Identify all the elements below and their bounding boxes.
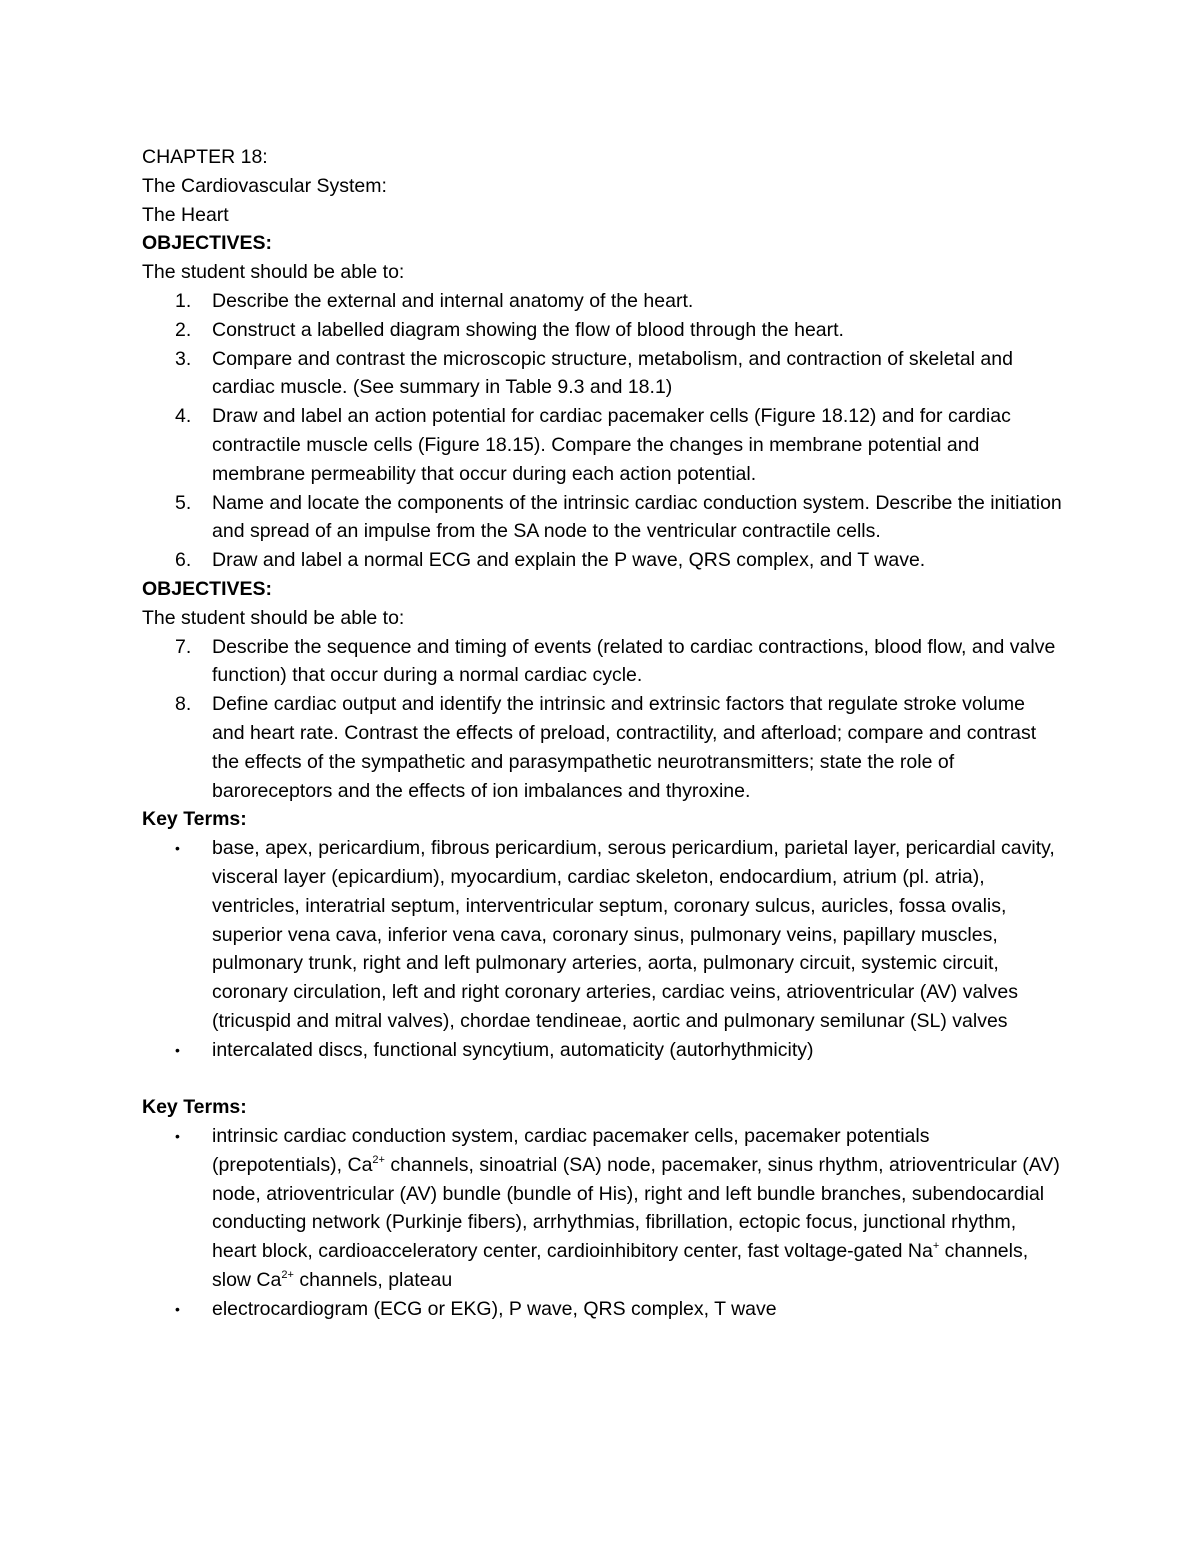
- bullet-icon: •: [175, 1041, 180, 1058]
- objectives-list-2: [142, 633, 1062, 806]
- objectives-intro-1: The student should be able to:: [142, 261, 405, 284]
- key-terms-text-d: channels, plateau: [293, 1269, 453, 1292]
- objective-item: [142, 287, 1062, 316]
- objective-item: [142, 546, 1062, 575]
- key-terms-text-b: channels, sinoatrial (SA) node, pacemaker, sinus rhythm, atrioventricular (AV) node, atrioventricular (AV) bundle (bundle of His), right and left bundle branches, subendocardial conducting network (Purkinje fibers), arrhythmias, fibrillation, ectopic focus, junctional rhythm, heart block, cardioacceleratory center, cardioinhibitory center, fast voltage-gated Na: [212, 1153, 1060, 1263]
- key-terms-text: intercalated discs, functional syncytium, automaticity (autorhythmicity): [212, 1038, 814, 1061]
- key-terms-item: [142, 834, 1062, 1036]
- objectives-list-1: [142, 287, 1062, 575]
- objective-number: 6.: [175, 549, 192, 572]
- objective-text: Compare and contrast the microscopic structure, metabolism, and contraction of skeletal and cardiac muscle. (See summary in Table 9.3 and 18.1): [212, 347, 1013, 399]
- key-terms-text-c: channels, slow Ca: [212, 1240, 1029, 1292]
- document-page: [142, 143, 1062, 1324]
- objectives-intro-2: The student should be able to:: [142, 606, 405, 629]
- bullet-icon: •: [175, 1300, 180, 1317]
- key-terms-heading-1: Key Terms:: [142, 808, 247, 831]
- objective-item: [142, 402, 1062, 488]
- chapter-label: CHAPTER 18:: [142, 146, 268, 168]
- objectives-heading-2: OBJECTIVES:: [142, 577, 273, 600]
- objective-number: 8.: [175, 693, 192, 716]
- objective-number: 5.: [175, 491, 192, 514]
- objective-number: 4.: [175, 405, 192, 428]
- objective-text: Draw and label an action potential for cardiac pacemaker cells (Figure 18.12) and for cardiac contractile muscle cells (Figure 18.15). Compare the changes in membrane potential and membrane permeability that occur during each action potential.: [212, 405, 1011, 485]
- objective-number: 2.: [175, 318, 192, 341]
- key-terms-item: [142, 1122, 1062, 1295]
- objective-text: Define cardiac output and identify the intrinsic and extrinsic factors that regulate stroke volume and heart rate. Contrast the effects of preload, contractility, and afterload; compare and contrast the effects of the sympathetic and parasympathetic neurotransmitters; state the role of baroreceptors and the effects of ion imbalances and thyroxine.: [212, 693, 1037, 802]
- key-terms-text: electrocardiogram (ECG or EKG), P wave, QRS complex, T wave: [212, 1297, 777, 1320]
- objective-text: Describe the sequence and timing of events (related to cardiac contractions, blood flow, and valve function) that occur during a normal cardiac cycle.: [212, 635, 1056, 687]
- key-terms-heading-2: Key Terms:: [142, 1096, 247, 1119]
- key-terms-item: [142, 1295, 1062, 1324]
- bullet-icon: •: [175, 840, 180, 857]
- objective-item: [142, 489, 1062, 547]
- key-terms-list-2: [142, 1122, 1062, 1324]
- superscript-charge: +: [932, 1240, 940, 1253]
- objective-item: [142, 345, 1062, 403]
- superscript-charge: 2+: [281, 1269, 294, 1282]
- objective-text: Describe the external and internal anatomy of the heart.: [212, 289, 694, 312]
- objective-number: 3.: [175, 347, 192, 370]
- objective-number: 1.: [175, 289, 192, 312]
- superscript-charge: 2+: [372, 1153, 385, 1166]
- objective-text: Construct a labelled diagram showing the flow of blood through the heart.: [212, 318, 844, 341]
- objective-item: [142, 316, 1062, 345]
- bullet-icon: •: [175, 1128, 180, 1145]
- key-terms-text-a: intrinsic cardiac conduction system, cardiac pacemaker cells, pacemaker potentials (prepotentials), Ca: [212, 1125, 930, 1176]
- objective-text: Name and locate the components of the intrinsic cardiac conduction system. Describe the initiation and spread of an impulse from the SA node to the ventricular contractile cells.: [212, 491, 1062, 543]
- objectives-heading-1: OBJECTIVES:: [142, 232, 273, 255]
- key-terms-list-1: [142, 834, 1062, 1064]
- objective-item: [142, 690, 1062, 805]
- objective-item: [142, 633, 1062, 691]
- objective-number: 7.: [175, 635, 192, 658]
- blank-line: [142, 1065, 1062, 1094]
- chapter-topic: The Heart: [142, 203, 229, 226]
- chapter-subtitle: The Cardiovascular System:: [142, 174, 387, 197]
- key-terms-item: [142, 1036, 1062, 1065]
- objective-text: Draw and label a normal ECG and explain the P wave, QRS complex, and T wave.: [212, 549, 926, 572]
- key-terms-text: base, apex, pericardium, fibrous pericardium, serous pericardium, parietal layer, pericardial cavity, visceral layer (epicardium), myocardium, cardiac skeleton, endocardium, atrium (pl. atria), ventricles, interatrial septum, interventricular septum, coronary sulcus, auricles, fossa ovalis, superior vena cava, inferior vena cava, coronary sinus, pulmonary veins, papillary muscles, pulmonary trunk, right and left pulmonary arteries, aorta, pulmonary circuit, systemic circuit, coronary circulation, left and right coronary arteries, cardiac veins, atrioventricular (AV) valves (tricuspid and mitral valves), chordae tendineae, aortic and pulmonary semilunar (SL) valves: [212, 837, 1055, 1032]
